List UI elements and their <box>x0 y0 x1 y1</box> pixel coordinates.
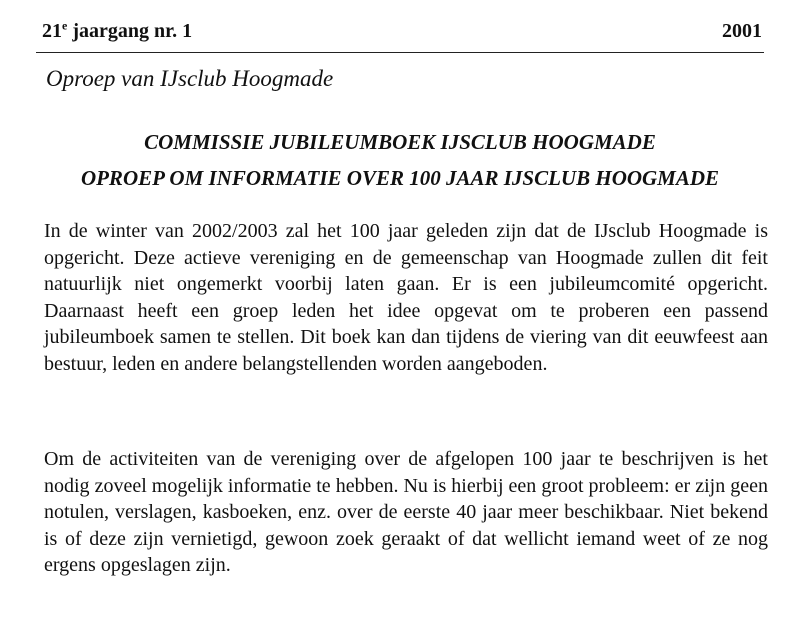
issue-superscript: e <box>62 18 68 33</box>
article-titles <box>36 124 764 196</box>
page-header <box>36 14 764 53</box>
issue-number: 21 <box>42 20 62 42</box>
issue-year: 2001 <box>722 20 762 42</box>
paragraph-1: In de winter van 2002/2003 zal het 100 jaar geleden zijn dat de IJsclub Hoogmade is opgericht. Deze actieve vereniging en de gemeenschap van Hoogmade zullen dit feit natuurlijk niet ongemerkt voorbij laten gaan. Er is een jubileumcomité opgericht. Daarnaast heeft een groep leden het idee opgevat om te proberen een passend jubileumboek samen te stellen. Dit boek kan dan tijdens de viering van dit eeuwfeest aan bestuur, leden en andere belangstellenden worden aangeboden. <box>44 220 768 375</box>
paragraph-2: Om de activiteiten van de vereniging over de afgelopen 100 jaar te beschrijven is het nodig zoveel mogelijk informatie te hebben. Nu is hierbij een groot probleem: er zijn geen notulen, verslagen, kasboeken, enz. over de eerste 40 jaar meer beschikbaar. Niet bekend is of deze zijn vernietigd, gewoon zoek geraakt of dat wellicht iemand weet of ze nog ergens opgeslagen zijn. <box>44 448 768 576</box>
article-title-line-1: COMMISSIE JUBILEUMBOEK IJSCLUB HOOGMADE <box>144 130 656 154</box>
issue-label <box>42 20 192 43</box>
issue-rest: jaargang nr. 1 <box>67 20 193 42</box>
article-title-line-2: OPROEP OM INFORMATIE OVER 100 JAAR IJSCLUB HOOGMADE <box>80 166 720 190</box>
section-heading: Oproep van IJsclub Hoogmade <box>46 66 334 91</box>
